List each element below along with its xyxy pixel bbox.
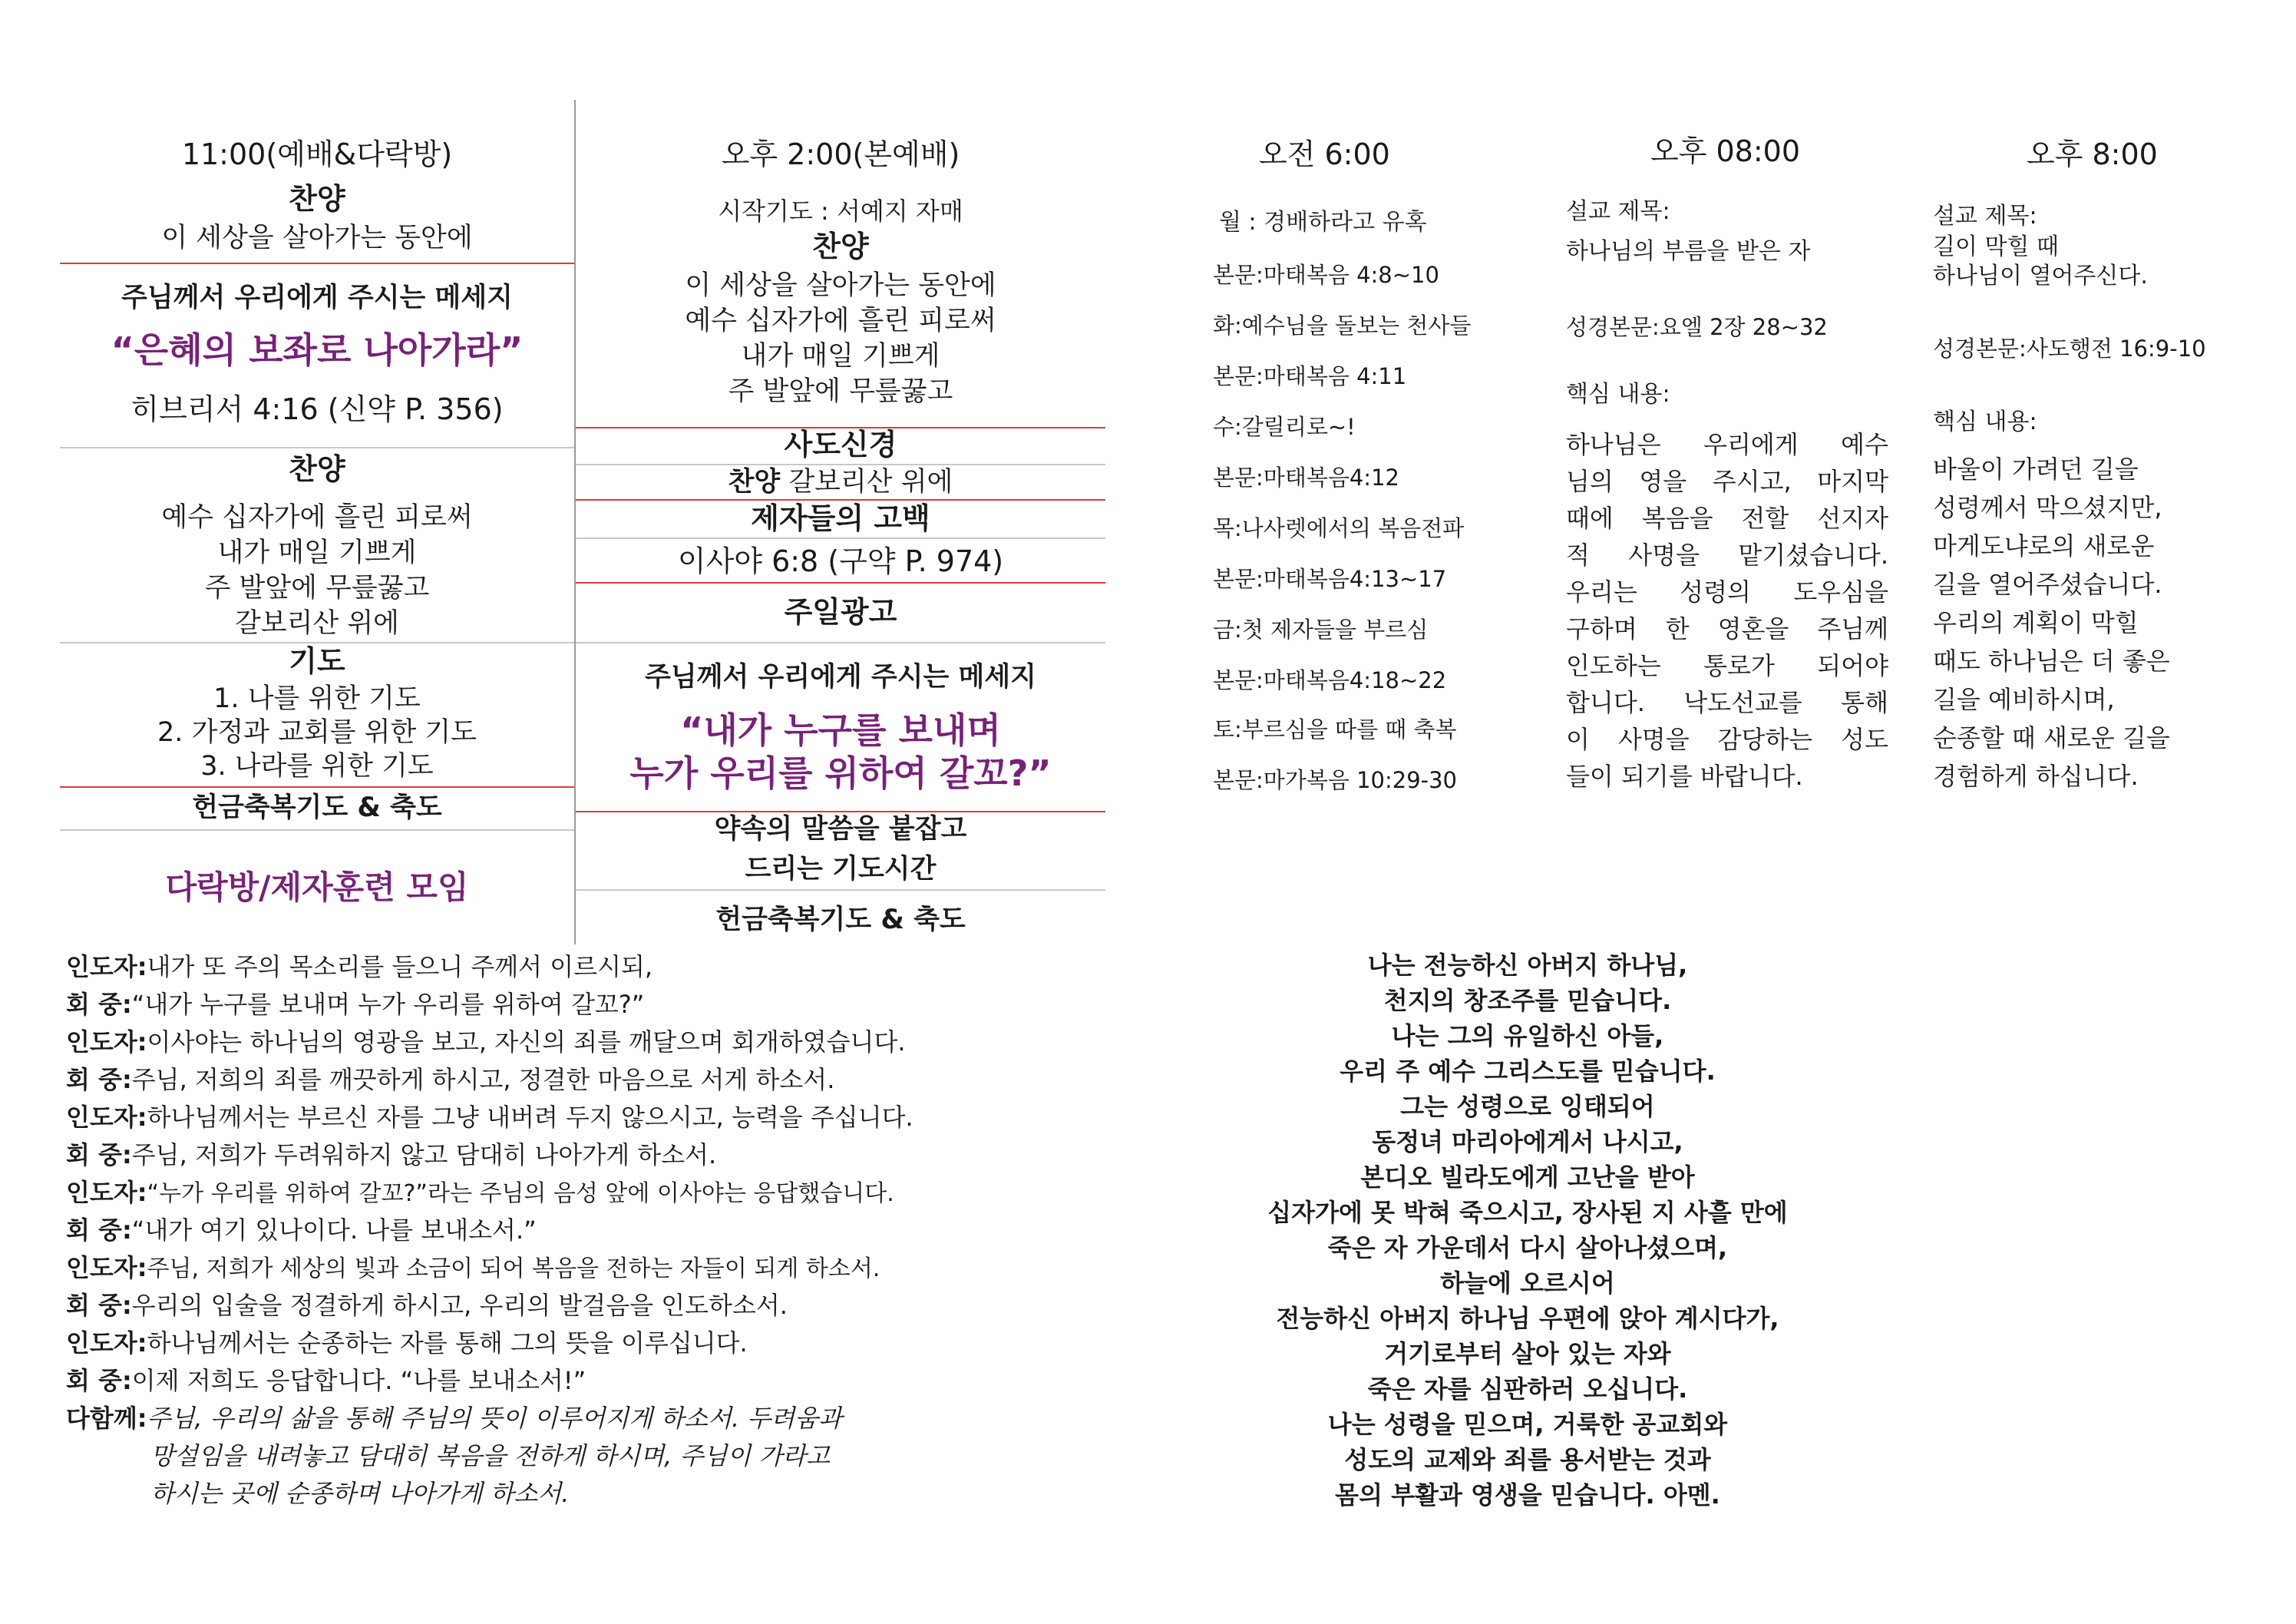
creed-line-6: 동정녀 마리아에게서 나시고, [1372,1127,1683,1156]
col2-divider-5 [576,582,1105,584]
col3-time: 오전 6:00 [1259,137,1390,171]
responsive-text: “내가 여기 있나이다. 나를 보내소서.” [131,1216,537,1245]
responsive-speaker: 다함께: [66,1404,147,1433]
col5-core-line-3: 마게도냐로의 새로운 [1933,531,2155,561]
col2-confession-title: 제자들의 고백 [751,501,930,535]
creed-line-16: 몸의 부활과 영생을 믿습니다. 아멘. [1335,1480,1720,1510]
responsive-text: 내가 또 주의 목소리를 들으니 주께서 이르시되, [147,952,653,981]
creed-line-8: 십자가에 못 박혀 죽으시고, 장사된 지 사흘 만에 [1267,1198,1788,1227]
responsive-text: 하나님께서는 순종하는 자를 통해 그의 뜻을 이루십니다. [147,1328,748,1358]
col2-announcements: 주일광고 [784,595,897,629]
col4-core-text [1566,428,1888,797]
responsive-text: 주님, 저희의 죄를 깨끗하게 하시고, 정결한 마음으로 서게 하소서. [131,1065,835,1094]
col2-praise2 [576,465,1105,499]
col5-core-line-1: 바울이 가려던 길을 [1933,455,2139,484]
responsive-row-3 [66,1026,1064,1058]
creed-line-11: 전능하신 아버지 하나님 우편에 앉아 계시다가, [1276,1304,1779,1333]
col1-prayer-item-1: 1. 나를 위한 기도 [213,683,421,714]
col2-divider-4 [576,537,1105,539]
creed-line-10: 하늘에 오르시어 [1440,1268,1615,1298]
col1-praise2-line-1: 예수 십자가에 흘린 피로써 [161,502,473,533]
col2-message-title-2: 누가 우리를 위하여 갈꼬?” [629,752,1052,794]
col3-item-12: 본문:마가복음 10:29-30 [1213,767,1458,793]
col1-divider-2 [60,447,574,448]
col2-praise-line-4: 주 발앞에 무릎꿇고 [728,376,953,407]
col2-promise-1: 약속의 말씀을 붙잡고 [714,814,967,845]
col4-scripture: 성경본문:요엘 2장 28~32 [1566,314,1828,340]
responsive-speaker: 회 중: [66,1065,132,1094]
col3-item-8: 본문:마태복음4:13~17 [1213,566,1447,592]
col1-message-ref: 히브리서 4:16 (신약 P. 356) [130,392,504,426]
col4-core-label: 핵심 내용: [1566,381,1670,408]
col2-praise2-song: 갈보리산 위에 [780,467,953,498]
col2-promise-2: 드리는 기도시간 [745,854,937,885]
creed-line-14: 나는 성령을 믿으며, 거룩한 공교회와 [1327,1410,1728,1439]
col4-time: 오후 08:00 [1650,134,1801,168]
responsive-speaker: 인도자: [66,1328,147,1358]
responsive-text: 주님, 저희가 두려워하지 않고 담대히 나아가게 하소서. [131,1140,717,1169]
col5-scripture: 성경본문:사도행전 16:9-10 [1933,336,2206,362]
responsive-row-5 [66,1101,1064,1133]
col3-item-2: 본문:마태복음 4:8~10 [1213,262,1439,288]
col2-divider-6 [576,642,1105,643]
col4-core-line-6: 구하며 한 영혼을 주님께 [1566,614,1888,643]
col5-core-text [1933,453,2209,799]
col1-praise1-title: 찬양 [289,182,345,216]
col5-core-label: 핵심 내용: [1933,408,2037,435]
responsive-row-1 [66,951,1064,983]
col3-item-9: 금:첫 제자들을 부르심 [1213,617,1429,643]
col2-confession-ref: 이사야 6:8 (구약 P. 974) [677,544,1004,578]
col5-core-line-4: 길을 열어주셨습니다. [1933,570,2162,599]
col2-offering: 헌금축복기도 & 축도 [715,905,966,935]
responsive-row-9 [66,1252,1064,1285]
col3-item-5: 수:갈릴리로~! [1213,414,1356,440]
col5-core-line-7: 길을 예비하시며, [1933,685,2115,714]
responsive-row-8 [66,1214,1064,1246]
col2-praise2-label: 찬양 [728,467,781,498]
col2-praise-line-2: 예수 십자가에 흘린 피로써 [685,306,996,336]
responsive-row-2 [66,988,1064,1020]
creed-line-12: 거기로부터 살아 있는 자와 [1384,1339,1671,1368]
responsive-row-4 [66,1063,1064,1096]
responsive-speaker: 인도자: [66,1178,147,1207]
responsive-text: “누가 우리를 위하여 갈꼬?”라는 주님의 음성 앞에 이사야는 응답했습니다. [147,1180,894,1207]
col1-praise2-line-4: 갈보리산 위에 [235,608,399,639]
col2-divider-8 [576,889,1105,891]
col4-sermon-title: 하나님의 부름을 받은 자 [1566,238,1811,265]
col5-core-line-6: 때도 하나님은 더 좋은 [1933,647,2170,676]
responsive-text: 이제 저희도 응답합니다. “나를 보내소서!” [131,1366,586,1395]
col2-opening-prayer: 시작기도 : 서예지 자매 [718,197,963,226]
col5-core-line-8: 순종할 때 새로운 길을 [1933,723,2170,752]
responsive-text: “내가 누구를 보내며 누가 우리를 위하여 갈꼬?” [131,990,645,1019]
col3-item-10: 본문:마태복음4:18~22 [1213,667,1447,693]
responsive-row-12 [66,1364,1064,1397]
col1-message-title: “은혜의 보좌로 나아가라” [111,329,524,371]
col2-praise-line-1: 이 세상을 살아가는 동안에 [685,270,996,301]
col1-offering: 헌금축복기도 & 축도 [192,792,442,823]
col5-core-line-2: 성령께서 막으셨지만, [1933,493,2162,522]
responsive-text: 주님, 저희가 세상의 빛과 소금이 되어 복음을 전하는 자들이 되게 하소서. [147,1255,880,1282]
creed-line-3: 나는 그의 유일하신 아들, [1391,1021,1664,1050]
col3-item-1: 월 : 경배하라고 유혹 [1219,209,1427,236]
col4-core-line-7: 인도하는 통로가 되어야 [1566,651,1888,680]
responsive-row-11 [66,1327,1064,1359]
col2-praise-title: 찬양 [812,230,869,263]
col1-prayer-item-2: 2. 가정과 교회를 위한 기도 [157,717,477,748]
creed-line-13: 죽은 자를 심판하러 오십니다. [1367,1374,1688,1404]
col4-sermon-label: 설교 제목: [1566,198,1670,225]
responsive-speaker: 인도자: [66,1253,147,1282]
responsive-speaker: 회 중: [66,1216,132,1245]
creed-line-7: 본디오 빌라도에게 고난을 받아 [1360,1163,1695,1192]
creed-line-15: 성도의 교제와 죄를 용서받는 것과 [1344,1445,1711,1474]
col3-item-11: 토:부르심을 따를 때 축복 [1213,716,1457,743]
responsive-speaker: 회 중: [66,990,132,1019]
col4-core-line-9: 이 사명을 감당하는 성도 [1566,725,1888,754]
col3-item-6: 본문:마태복음4:12 [1213,465,1399,491]
col2-message-label: 주님께서 우리에게 주시는 메세지 [645,662,1036,693]
col3-item-7: 목:나사렛에서의 복음전파 [1213,515,1465,541]
responsive-speaker: 인도자: [66,952,147,981]
col5-sermon-label: 설교 제목: [1933,203,2037,230]
col5-core-line-5: 우리의 계획이 막힐 [1933,608,2139,637]
responsive-speaker: 인도자: [66,1103,147,1132]
col1-praise2-title: 찬양 [289,452,345,486]
col5-core-line-9: 경험하게 하십니다. [1933,762,2139,791]
col4-core-line-10: 들이 되기를 바랍니다. [1566,762,1803,791]
col5-sermon-title-1: 길이 막힐 때 [1933,233,2059,260]
col2-message-title-1: “내가 누구를 보내며 [680,709,1001,751]
together-line-2: 망설임을 내려놓고 담대히 복음을 전하게 하시며, 주님이 가라고 [150,1441,831,1470]
col1-time: 11:00(예배&다락방) [181,137,453,171]
creed-line-1: 나는 전능하신 아버지 하나님, [1367,951,1688,980]
col4-core-line-2: 님의 영을 주시고, 마지막 [1566,467,1888,496]
col1-praise2-line-3: 주 발앞에 무릎꿇고 [204,573,430,604]
col1-divider-1 [60,263,574,264]
responsive-row-7 [66,1176,1064,1209]
responsive-speaker: 회 중: [66,1366,132,1395]
col3-item-4: 본문:마태복음 4:11 [1213,363,1407,389]
together-line-1: 주님, 우리의 삶을 통해 주님의 뜻이 이루어지게 하소서. 두려움과 [147,1404,842,1433]
responsive-together [66,1402,1064,1434]
col1-divider-5 [60,829,574,831]
col4-core-line-3: 때에 복음을 전할 선지자 [1566,504,1888,533]
col2-time: 오후 2:00(본예배) [721,137,960,171]
col5-time: 오후 8:00 [2027,137,2158,171]
together-line-3: 하시는 곳에 순종하며 나아가게 하소서. [150,1479,570,1508]
creed-line-9: 죽은 자 가운데서 다시 살아나셨으며, [1327,1233,1728,1262]
creed-line-5: 그는 성령으로 잉태되어 [1400,1092,1655,1121]
responsive-speaker: 회 중: [66,1140,132,1169]
col2-praise-line-3: 내가 매일 기쁘게 [741,341,940,372]
col1-message-label: 주님께서 우리에게 주시는 메세지 [121,283,513,313]
responsive-row-10 [66,1289,1064,1321]
responsive-text: 이사야는 하나님의 영광을 보고, 자신의 죄를 깨달으며 회개하였습니다. [147,1027,906,1057]
col1-praise1-song: 이 세상을 살아가는 동안에 [161,223,473,253]
responsive-text: 하나님께서는 부르신 자를 그냥 내버려 두지 않으시고, 능력을 주십니다. [147,1103,913,1132]
col3-item-3: 화:예수님을 돌보는 천사들 [1213,313,1472,339]
col4-core-line-8: 합니다. 낙도선교를 통해 [1566,688,1888,717]
col1-divider-4 [60,786,574,788]
col1-prayer-item-3: 3. 나라를 위한 기도 [200,751,434,782]
col4-core-line-5: 우리는 성령의 도우심을 [1566,577,1888,607]
responsive-speaker: 회 중: [66,1291,132,1320]
col1-praise2-line-2: 내가 매일 기쁘게 [217,537,417,568]
responsive-row-6 [66,1139,1064,1171]
col2-creed-title: 사도신경 [784,428,897,461]
responsive-text: 우리의 입술을 정결하게 하시고, 우리의 발걸음을 인도하소서. [131,1291,788,1320]
creed-line-4: 우리 주 예수 그리스도를 믿습니다. [1340,1057,1716,1086]
responsive-speaker: 인도자: [66,1027,147,1057]
creed-line-2: 천지의 창조주를 믿습니다. [1383,986,1672,1015]
col4-core-line-1: 하나님은 우리에게 예수 [1566,430,1888,459]
col5-sermon-title-2: 하나님이 열어주신다. [1933,263,2148,289]
col1-prayer-title: 기도 [289,644,345,678]
col4-core-line-4: 적 사명을 맡기셨습니다. [1566,541,1888,570]
col1-darak: 다락방/제자훈련 모임 [165,868,469,906]
